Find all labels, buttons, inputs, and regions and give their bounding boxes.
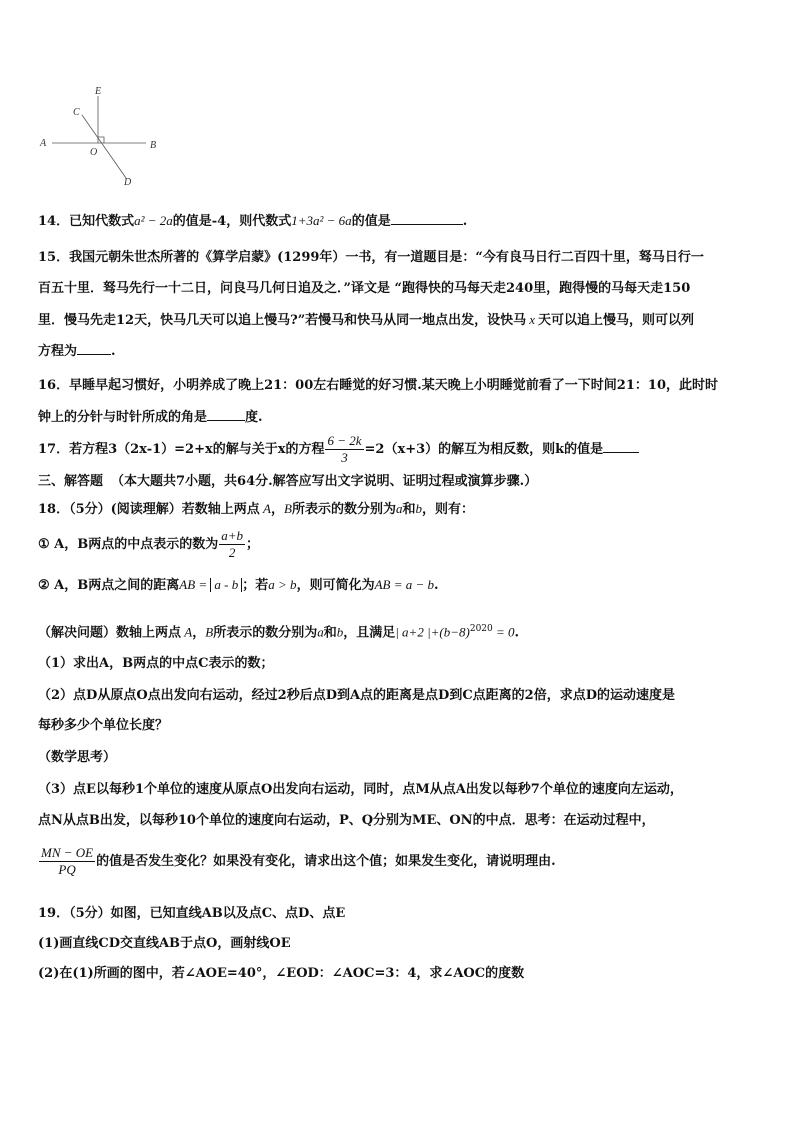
q18-part-1: （1）求出A，B两点的中点C表示的数； — [38, 656, 274, 671]
q14-answer-blank[interactable] — [391, 212, 463, 225]
q18-midpoint-fraction: $\frac{a+b}{2}$ — [221, 528, 244, 560]
q19-part-1: (1)画直线CD交直线AB于点O，画射线OE — [38, 936, 291, 951]
q16-answer-blank[interactable] — [207, 408, 245, 421]
q14-expr-2: 1+3a² − 6a — [291, 213, 352, 228]
q14-number: 14． — [38, 214, 70, 229]
question-19-intro: 19．（5分）如图，已知直线AB以及点C、点D、点E — [38, 906, 346, 921]
q18-number: 18． — [38, 502, 70, 517]
q16-number: 16． — [38, 378, 70, 393]
section-3-desc: （本大题共7小题，共64分.解答应写出文字说明、证明过程或演算步骤.） — [111, 474, 538, 489]
q18-abs-value: a - b — [210, 578, 242, 592]
q18-part-3-line-2: 点N从点B出发，以每秒10个单位的速度向右运动，P、Q分别为ME、ON的中点．思考：在运动过程中， — [38, 813, 655, 828]
q18-part-2-line-1: （2）点D从原点O点出发向右运动，经过2秒后点D到A点的距离是点D到C点距离的2倍，求点D的运动速度是 — [38, 688, 675, 703]
q18-ratio-fraction: $\frac{MN - OE}{PQ}$ — [41, 845, 94, 877]
q14-text-2: 的值是-4，则代数式 — [172, 214, 292, 229]
question-15-line-1: 15．我国元朝朱世杰所著的《算学启蒙》(1299年）一书，有一道题目是：“今有良马日行二百四十里，驽马日行一 — [38, 250, 704, 265]
q14-expr-1: a² − 2a — [134, 213, 173, 228]
section-3-heading — [38, 473, 537, 491]
label-o: O — [90, 147, 98, 158]
question-15-line-2: 百五十里．驽马先行一十二日，问良马几何日追及之．”译文是 “跑得快的马每天走240里，跑得慢的马每天走150 — [38, 281, 691, 296]
label-b: B — [150, 140, 157, 151]
q18-part-3-line-3: $\frac{MN - OE}{PQ}$ 的值是否发生变化？如果没有变化，请求出这个值；如果发生变化，请说明理由. — [41, 845, 556, 877]
q19-number: 19． — [38, 906, 70, 921]
line-cd — [82, 115, 126, 178]
question-17: 17．若方程3（2x-1）=2+x的解与关于x的方程 $\frac{6 - 2k}{3}$ =2（x+3）的解互为相反数，则k的值是 — [38, 433, 639, 467]
question-18-intro: 18．（5分）(阅读理解）若数轴上两点 A，B所表示的数分别为a和b，则有： — [38, 501, 475, 517]
question-15-line-4: 方程为 . — [38, 344, 116, 359]
q15-number: 15． — [38, 250, 70, 265]
geometry-figure — [36, 82, 166, 190]
q18-item-1: ① A，B两点的中点表示的数为 $\frac{a+b}{2}$ ； — [38, 528, 260, 560]
q17-fraction: $\frac{6 - 2k}{3}$ — [327, 433, 362, 465]
label-c: C — [73, 107, 80, 118]
question-16-line-2: 钟上的分针与时针所成的角是 度. — [38, 410, 263, 425]
q18-item-2: ② A，B两点之间的距离AB = a - b ；若a > b，则可简化为AB = a − b. — [38, 577, 439, 593]
label-e: E — [95, 86, 102, 97]
q14-text-1: 已知代数式 — [69, 214, 135, 229]
label-a: A — [40, 138, 47, 149]
q18-solve: （解决问题）数轴上两点 A，B所表示的数分别为a和b，且满足| a+2 $|+(b-8)^{2020} = 0$. — [38, 624, 520, 641]
q17-answer-blank[interactable] — [603, 440, 639, 453]
q18-math-thinking: （数学思考） — [38, 750, 117, 765]
section-3-title: 三、解答题 — [38, 474, 104, 489]
q18-part-2-line-2: 每秒多少个单位长度？ — [38, 718, 169, 733]
q14-text-3: 的值是 — [351, 214, 391, 229]
question-16-line-1: 16．早睡早起习惯好，小明养成了晚上21：00左右睡觉的好习惯.某天晚上小明睡觉前看了一下时间21：10，此时时 — [38, 378, 718, 393]
q15-answer-blank[interactable] — [77, 342, 111, 355]
question-14: 14．已知代数式a² − 2a的值是-4，则代数式1+3a² − 6a的值是 . — [38, 213, 468, 229]
q15-var-x: x — [529, 312, 535, 327]
question-15-line-3: 里．慢马先走12天，快马几天可以追上慢马?”若慢马和快马从同一地点出发，设快马 x 天可以追上慢马，则可以列 — [38, 312, 694, 328]
q18-part-3-line-1: （3）点E以每秒1个单位的速度从原点O出发向右运动，同时，点M从点A出发以每秒7个单位的速度向左运动， — [38, 782, 683, 797]
q17-number: 17． — [38, 442, 70, 457]
label-d: D — [124, 177, 132, 188]
q19-part-2: (2)在(1)所画的图中，若∠AOE=40°，∠EOD：∠AOC=3：4，求∠AOC的度数 — [38, 966, 525, 981]
